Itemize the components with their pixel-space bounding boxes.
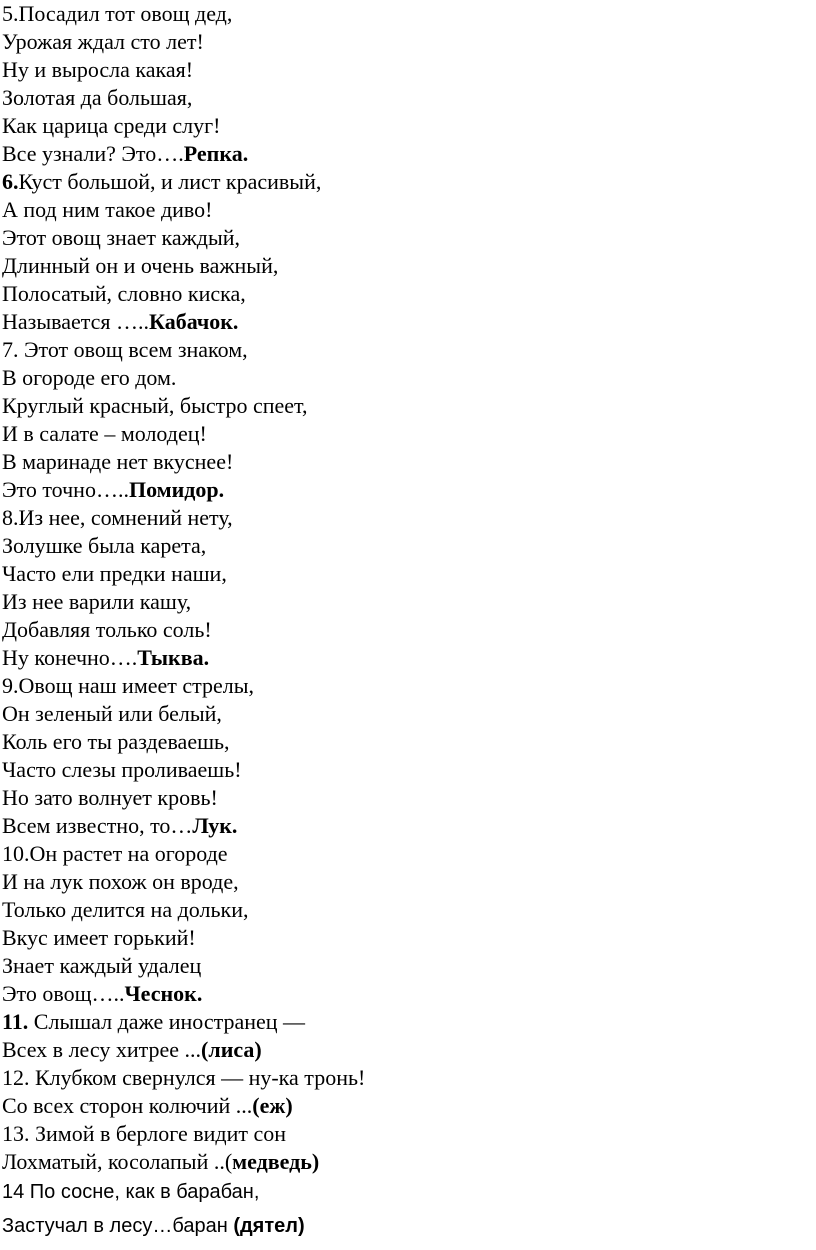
answer-text: медведь) [232, 1149, 320, 1174]
answer-text: (лиса) [201, 1037, 262, 1062]
text-line [2, 868, 239, 896]
line-text: Как царица среди слуг! [2, 113, 221, 138]
line-text: 13. Зимой в берлоге видит сон [2, 1121, 287, 1146]
text-line [2, 1212, 305, 1240]
line-text: Добавляя только соль! [2, 617, 212, 642]
text-line [2, 336, 248, 364]
text-line [2, 812, 237, 840]
text-line [2, 756, 242, 784]
line-number: 6. [2, 169, 19, 194]
line-text: Ну конечно…. [2, 645, 138, 670]
text-line [2, 532, 206, 560]
line-text: Называется ….. [2, 309, 150, 334]
line-text: Слышал даже иностранец — [28, 1009, 306, 1034]
text-line [2, 924, 196, 952]
text-line [2, 168, 321, 196]
line-text: Ну и выросла какая! [2, 57, 194, 82]
line-text: Часто ели предки наши, [2, 561, 227, 586]
line-text: Всем известно, то… [2, 813, 193, 838]
answer-text: Тыква. [137, 645, 210, 670]
line-text: 5.Посадил тот овощ дед, [2, 1, 233, 26]
line-text: 7. Этот овощ всем знаком, [2, 337, 248, 362]
text-line [2, 1178, 259, 1206]
line-text: 9.Овощ наш имеет стрелы, [2, 673, 255, 698]
text-line [2, 112, 221, 140]
line-text: Полосатый, словно киска, [2, 281, 246, 306]
line-text: И в салате – молодец! [2, 421, 207, 446]
answer-text: Кабачок. [149, 309, 239, 334]
line-text: Лохматый, косолапый ..( [2, 1149, 233, 1174]
text-line [2, 980, 202, 1008]
text-line [2, 1120, 286, 1148]
text-line [2, 784, 218, 812]
text-line [2, 840, 228, 868]
line-text: А под ним такое диво! [2, 197, 213, 222]
line-text: Круглый красный, быстро спеет, [2, 393, 308, 418]
answer-text: (еж) [252, 1093, 293, 1118]
text-line [2, 672, 254, 700]
text-line [2, 28, 204, 56]
line-text: Золушке была карета, [2, 533, 207, 558]
line-text: Коль его ты раздеваешь, [2, 729, 230, 754]
text-line [2, 1092, 293, 1120]
text-line [2, 728, 230, 756]
text-line [2, 476, 224, 504]
line-text: Он зеленый или белый, [2, 701, 222, 726]
line-text: Только делится на дольки, [2, 897, 249, 922]
line-text: Всех в лесу хитрее ... [2, 1037, 202, 1062]
text-line [2, 896, 248, 924]
text-line [2, 644, 209, 672]
line-text: В маринаде нет вкуснее! [2, 449, 234, 474]
line-text: Но зато волнует кровь! [2, 785, 218, 810]
text-line [2, 1064, 365, 1092]
text-line [2, 1008, 305, 1036]
answer-text: (дятел) [233, 1215, 305, 1237]
line-text: Знает каждый удалец [2, 953, 202, 978]
line-text: В огороде его дом. [2, 365, 177, 390]
line-text: Это овощ….. [2, 981, 125, 1006]
text-line [2, 588, 191, 616]
line-text: Длинный он и очень важный, [2, 253, 279, 278]
text-line [2, 280, 246, 308]
line-text: Все узнали? Это…. [2, 141, 184, 166]
line-number: 11. [2, 1009, 29, 1034]
text-line [2, 448, 233, 476]
line-text: Застучал в лесу…баран [2, 1215, 234, 1237]
text-line [2, 308, 238, 336]
line-text: 8.Из нее, сомнений нету, [2, 505, 233, 530]
answer-text: Репка. [183, 141, 249, 166]
text-line [2, 616, 212, 644]
line-text: Этот овощ знает каждый, [2, 225, 241, 250]
text-line [2, 196, 212, 224]
text-line [2, 504, 233, 532]
answer-text: Лук. [192, 813, 238, 838]
text-line [2, 1036, 262, 1064]
text-line [2, 56, 193, 84]
text-line [2, 224, 240, 252]
line-text: Куст большой, и лист красивый, [18, 169, 322, 194]
line-text: Золотая да большая, [2, 85, 193, 110]
line-text: 14 По сосне, как в барабан, [2, 1181, 260, 1203]
answer-text: Помидор. [128, 477, 225, 502]
text-line [2, 952, 201, 980]
answer-text: Чеснок. [124, 981, 203, 1006]
text-line [2, 420, 207, 448]
line-text: Со всех сторон колючий ... [2, 1093, 253, 1118]
text-line [2, 140, 248, 168]
line-text: 10.Он растет на огороде [2, 841, 228, 866]
text-line [2, 0, 232, 28]
text-line [2, 700, 222, 728]
line-text: 12. Клубком свернулся — ну-ка тронь! [2, 1065, 366, 1090]
line-text: Из нее варили кашу, [2, 589, 192, 614]
line-text: Часто слезы проливаешь! [2, 757, 242, 782]
line-text: Это точно….. [2, 477, 129, 502]
text-line [2, 1148, 319, 1176]
text-line [2, 392, 308, 420]
line-text: И на лук похож он вроде, [2, 869, 239, 894]
line-text: Урожая ждал сто лет! [2, 29, 204, 54]
text-line [2, 364, 176, 392]
line-text: Вкус имеет горький! [2, 925, 196, 950]
text-line [2, 84, 192, 112]
text-line [2, 560, 227, 588]
text-line [2, 252, 278, 280]
